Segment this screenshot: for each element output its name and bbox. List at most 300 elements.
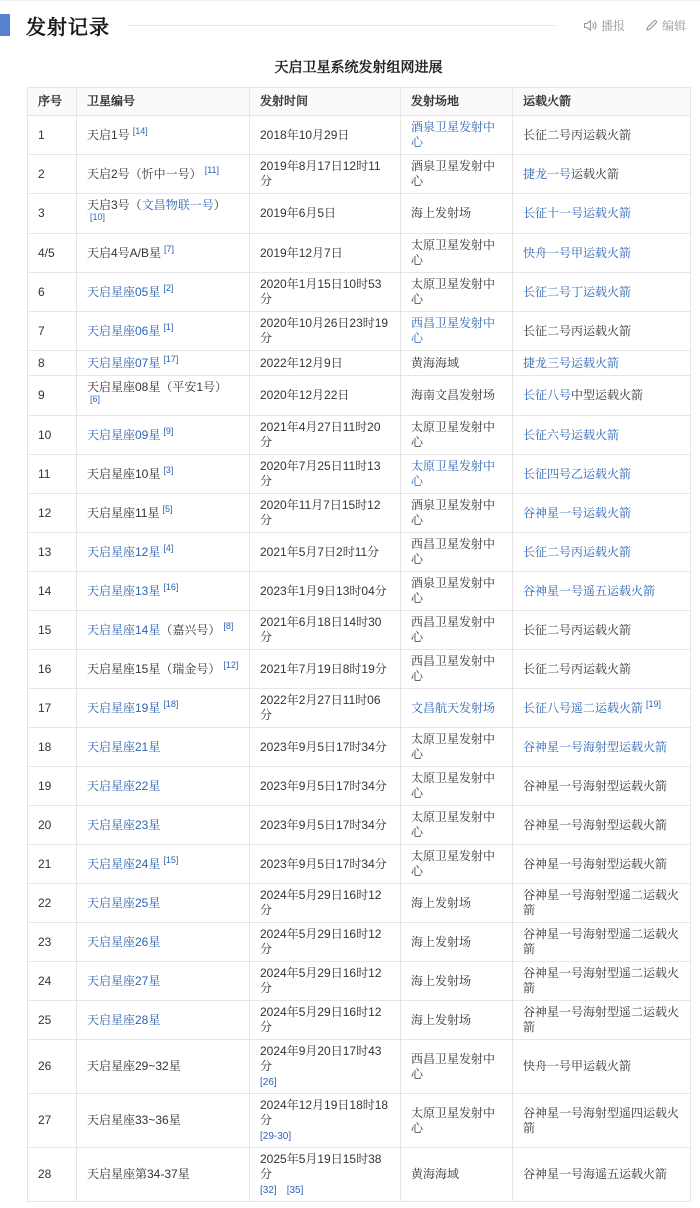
- time-ref-line: [260, 1077, 390, 1089]
- launch-time-text: 2018年10月29日: [260, 127, 350, 142]
- launch-time-text: 2023年1月9日13时04分: [260, 583, 387, 598]
- launch-site-cell: [401, 845, 513, 884]
- launch-time-cell: [250, 1040, 401, 1094]
- launch-time-text: 2023年9月5日17时34分: [260, 739, 387, 754]
- launch-time-text: 2021年4月27日11时20分: [260, 420, 381, 449]
- rocket-link[interactable]: 长征八号遥二运载火箭: [523, 701, 644, 715]
- row-number-cell: 25: [28, 1001, 77, 1040]
- edit-button[interactable]: [645, 17, 686, 34]
- launch-time-text: 2020年10月26日23时19分: [260, 316, 389, 345]
- time-ref-line: [260, 1185, 390, 1197]
- rocket-cell: [513, 351, 691, 376]
- launch-site-cell: [401, 194, 513, 234]
- column-header-satellite: 卫星编号: [77, 88, 250, 116]
- citation-ref-link[interactable]: [5]: [162, 504, 173, 514]
- citation-ref-link[interactable]: [10]: [90, 212, 106, 222]
- row-number-cell: 21: [28, 845, 77, 884]
- table-row: [28, 155, 691, 194]
- satellite-name-text: 天启4号A/B星: [87, 246, 162, 260]
- rocket-cell: [513, 1148, 691, 1202]
- row-number-cell: 12: [28, 494, 77, 533]
- launch-time-cell: [250, 806, 401, 845]
- satellite-link[interactable]: 文昌物联一号: [141, 198, 214, 212]
- citation-ref-link[interactable]: [2]: [163, 283, 174, 293]
- satellite-link[interactable]: 天启星座06星: [87, 324, 161, 338]
- satellite-name-cell: [77, 194, 250, 234]
- citation-ref-link[interactable]: [14]: [132, 126, 148, 136]
- rocket-text: 谷神星一号海射型遥二运载火箭: [523, 966, 680, 995]
- citation-ref-link[interactable]: [7]: [164, 244, 175, 254]
- speaker-icon: [583, 19, 597, 32]
- launch-time-cell: [250, 273, 401, 312]
- broadcast-label: 播报: [600, 18, 625, 33]
- rocket-cell: [513, 494, 691, 533]
- launch-site-text: 西昌卫星发射中心: [411, 615, 496, 644]
- table-caption: 天启卫星系统发射组网进展: [274, 59, 443, 75]
- satellite-link[interactable]: 天启星座21星: [87, 739, 161, 754]
- rocket-text: 长征二号丙运载火箭: [523, 323, 632, 338]
- satellite-name-cell: [77, 116, 250, 155]
- launch-time-text: 2024年5月29日16时12分: [260, 927, 382, 956]
- launch-time-cell: [250, 1094, 401, 1148]
- table-row: [28, 494, 691, 533]
- citation-ref-link[interactable]: [32]: [260, 1185, 277, 1196]
- citation-ref-link[interactable]: [4]: [163, 543, 174, 553]
- citation-ref-link[interactable]: [18]: [163, 699, 179, 709]
- launch-site-link[interactable]: 文昌航天发射场: [411, 700, 496, 715]
- row-number-cell: 16: [28, 650, 77, 689]
- table-row: [28, 611, 691, 650]
- satellite-link[interactable]: 天启星座26星: [87, 934, 161, 949]
- satellite-link[interactable]: 天启星座25星: [87, 895, 161, 910]
- row-number-cell: 7: [28, 312, 77, 351]
- citation-ref-link[interactable]: [19]: [646, 699, 662, 709]
- rocket-link[interactable]: 长征四号乙运载火箭: [523, 466, 632, 481]
- satellite-name-cell: [77, 962, 250, 1001]
- launch-site-text: 海上发射场: [411, 934, 472, 949]
- satellite-name-cell: [77, 351, 250, 376]
- rocket-cell: [513, 273, 691, 312]
- table-row: [28, 962, 691, 1001]
- launch-site-cell: [401, 155, 513, 194]
- heading-accent-bar: [0, 14, 10, 36]
- rocket-cell: [513, 572, 691, 611]
- launch-site-cell: [401, 416, 513, 455]
- rocket-text: 谷神星一号海射型遥二运载火箭: [523, 927, 680, 956]
- table-row: [28, 728, 691, 767]
- launch-time-cell: [250, 155, 401, 194]
- satellite-name-text: 天启星座第34-37星: [87, 1167, 190, 1181]
- launch-site-cell: [401, 1001, 513, 1040]
- launch-site-text: 酒泉卫星发射中心: [411, 159, 496, 188]
- row-number-cell: 20: [28, 806, 77, 845]
- section-title: 发射记录: [26, 16, 110, 39]
- broadcast-button[interactable]: [583, 17, 625, 34]
- launch-site-link[interactable]: 酒泉卫星发射中心: [411, 120, 496, 149]
- rocket-link[interactable]: 捷龙三号运载火箭: [523, 355, 620, 370]
- rocket-cell: [513, 376, 691, 416]
- row-number-cell: 24: [28, 962, 77, 1001]
- satellite-name-cell: [77, 312, 250, 351]
- table-row: [28, 312, 691, 351]
- launch-site-text: 黄海海域: [411, 1167, 460, 1181]
- table-row: [28, 351, 691, 376]
- rocket-cell: [513, 1094, 691, 1148]
- satellite-name-cell: [77, 1001, 250, 1040]
- satellite-name-text: 天启星座29~32星: [87, 1059, 181, 1073]
- satellite-name-cell: [77, 845, 250, 884]
- table-row: [28, 116, 691, 155]
- launch-time-cell: [250, 884, 401, 923]
- launch-time-text: 2023年9月5日17时34分: [260, 778, 387, 793]
- rocket-cell: [513, 234, 691, 273]
- rocket-cell: [513, 650, 691, 689]
- launch-site-cell: [401, 728, 513, 767]
- satellite-name-cell: [77, 923, 250, 962]
- rocket-text: 谷神星一号海射型遥四运载火箭: [523, 1105, 680, 1135]
- table-row: [28, 572, 691, 611]
- launch-table-body: [28, 116, 691, 1202]
- launch-site-cell: [401, 1148, 513, 1202]
- rocket-link[interactable]: 谷神星一号遥五运载火箭: [523, 583, 656, 598]
- launch-time-cell: [250, 533, 401, 572]
- citation-ref-link[interactable]: [3]: [163, 465, 174, 475]
- launch-time-cell: [250, 376, 401, 416]
- launch-site-text: 太原卫星发射中心: [411, 277, 496, 306]
- table-row: [28, 273, 691, 312]
- satellite-link[interactable]: 天启星座05星: [87, 285, 161, 299]
- row-number-cell: 1: [28, 116, 77, 155]
- launch-time-cell: [250, 494, 401, 533]
- satellite-name-cell: [77, 689, 250, 728]
- launch-site-cell: [401, 884, 513, 923]
- rocket-text: 中型运载火箭: [571, 388, 644, 402]
- row-number-cell: 27: [28, 1094, 77, 1148]
- row-number-cell: 11: [28, 455, 77, 494]
- launch-site-text: 太原卫星发射中心: [411, 238, 496, 267]
- table-row: [28, 533, 691, 572]
- row-number-cell: 26: [28, 1040, 77, 1094]
- table-row: [28, 376, 691, 416]
- launch-site-cell: [401, 767, 513, 806]
- table-row: [28, 806, 691, 845]
- launch-site-cell: [401, 312, 513, 351]
- launch-time-text: 2022年2月27日11时06分: [260, 693, 381, 722]
- launch-site-text: 西昌卫星发射中心: [411, 537, 496, 566]
- launch-time-text: 2019年8月17日12时11分: [260, 159, 381, 188]
- satellite-link[interactable]: 天启星座12星: [87, 545, 161, 559]
- satellite-name-text: ）: [213, 198, 226, 212]
- rocket-link[interactable]: 长征十一号运载火箭: [523, 206, 632, 220]
- row-number-cell: 19: [28, 767, 77, 806]
- table-row: [28, 845, 691, 884]
- citation-ref-link[interactable]: [9]: [163, 426, 174, 436]
- satellite-name-cell: [77, 884, 250, 923]
- launch-site-text: 太原卫星发射中心: [411, 420, 496, 449]
- row-number-cell: 6: [28, 273, 77, 312]
- satellite-name-cell: [77, 806, 250, 845]
- row-number-cell: 9: [28, 376, 77, 416]
- satellite-name-cell: [77, 611, 250, 650]
- rocket-text: 谷神星一号海射型运载火箭: [523, 778, 668, 793]
- section-header: [0, 9, 700, 41]
- satellite-name-text: 天启星座10星: [87, 467, 161, 481]
- satellite-link[interactable]: 天启星座14星: [87, 623, 161, 637]
- launch-time-cell: [250, 351, 401, 376]
- satellite-name-cell: [77, 1148, 250, 1202]
- table-row: [28, 234, 691, 273]
- rocket-cell: [513, 416, 691, 455]
- satellite-name-cell: [77, 650, 250, 689]
- launch-records-table: [27, 87, 691, 1202]
- satellite-name-text: 天启星座15星（瑞金号）: [87, 662, 221, 676]
- launch-site-text: 黄海海域: [411, 355, 460, 370]
- launch-time-cell: [250, 1001, 401, 1040]
- satellite-link[interactable]: 天启星座19星: [87, 701, 161, 715]
- launch-time-text: 2023年9月5日17时34分: [260, 817, 387, 832]
- rocket-text: 谷神星一号海射型运载火箭: [523, 856, 668, 871]
- rocket-cell: [513, 1040, 691, 1094]
- launch-time-cell: [250, 611, 401, 650]
- row-number-cell: 2: [28, 155, 77, 194]
- heading-divider: [128, 25, 555, 26]
- citation-ref-link[interactable]: [1]: [163, 322, 174, 332]
- rocket-text: 谷神星一号海射型运载火箭: [523, 817, 668, 832]
- launch-time-cell: [250, 116, 401, 155]
- rocket-cell: [513, 923, 691, 962]
- satellite-name-text: 天启3号（: [87, 198, 142, 212]
- launch-time-text: 2024年12月19日18时18分: [260, 1098, 389, 1127]
- launch-time-text: 2019年12月7日: [260, 245, 343, 260]
- satellite-name-cell: [77, 455, 250, 494]
- satellite-link[interactable]: 天启星座24星: [87, 857, 161, 871]
- launch-time-text: 2021年5月7日2时11分: [260, 544, 380, 559]
- satellite-name-text: 天启2号（忻中一号）: [87, 167, 202, 181]
- launch-time-text: 2021年7月19日8时19分: [260, 661, 387, 676]
- pencil-icon: [645, 19, 658, 32]
- rocket-cell: [513, 1001, 691, 1040]
- satellite-link[interactable]: 天启星座09星: [87, 428, 161, 442]
- rocket-cell: [513, 728, 691, 767]
- launch-time-text: 2020年11月7日15时12分: [260, 498, 381, 527]
- table-header-row: [28, 88, 691, 116]
- rocket-cell: [513, 806, 691, 845]
- citation-ref-link[interactable]: [29-30]: [260, 1131, 292, 1142]
- satellite-link[interactable]: 天启星座23星: [87, 817, 161, 832]
- time-ref-line: [260, 1131, 390, 1143]
- launch-site-cell: [401, 806, 513, 845]
- table-row: [28, 194, 691, 234]
- rocket-link[interactable]: 长征八号: [523, 388, 572, 402]
- launch-time-text: 2020年7月25日11时13分: [260, 459, 381, 488]
- launch-site-cell: [401, 611, 513, 650]
- row-number-cell: 10: [28, 416, 77, 455]
- row-number-cell: 14: [28, 572, 77, 611]
- satellite-name-text: （嘉兴号）: [160, 623, 221, 637]
- satellite-name-cell: [77, 1040, 250, 1094]
- satellite-link[interactable]: 天启星座28星: [87, 1012, 161, 1027]
- rocket-cell: [513, 194, 691, 234]
- table-row: [28, 1001, 691, 1040]
- citation-ref-link[interactable]: [15]: [163, 855, 179, 865]
- launch-time-cell: [250, 767, 401, 806]
- launch-site-text: 海南文昌发射场: [411, 388, 496, 402]
- row-number-cell: 4/5: [28, 234, 77, 273]
- rocket-text: 长征二号丙运载火箭: [523, 622, 632, 637]
- launch-site-cell: [401, 533, 513, 572]
- launch-time-text: 2023年9月5日17时34分: [260, 856, 387, 871]
- launch-site-cell: [401, 234, 513, 273]
- rocket-link[interactable]: 快舟一号甲运载火箭: [523, 245, 632, 260]
- satellite-name-cell: [77, 416, 250, 455]
- satellite-link[interactable]: 天启星座22星: [87, 778, 161, 793]
- rocket-link[interactable]: 捷龙一号: [523, 166, 572, 181]
- launch-time-text: 2019年6月5日: [260, 206, 337, 220]
- satellite-name-text: 天启1号: [87, 128, 130, 142]
- launch-time-text: 2024年9月20日17时43分: [260, 1044, 382, 1073]
- citation-ref-link[interactable]: [16]: [163, 582, 179, 592]
- satellite-name-text: 天启星座08星（平安1号）: [87, 380, 228, 394]
- citation-ref-link[interactable]: [12]: [223, 660, 239, 670]
- launch-time-cell: [250, 728, 401, 767]
- launch-site-cell: [401, 455, 513, 494]
- row-number-cell: 3: [28, 194, 77, 234]
- satellite-name-cell: [77, 728, 250, 767]
- citation-ref-link[interactable]: [35]: [286, 1185, 304, 1196]
- launch-site-cell: [401, 351, 513, 376]
- launch-time-cell: [250, 572, 401, 611]
- rocket-cell: [513, 884, 691, 923]
- satellite-link[interactable]: 天启星座07星: [87, 356, 161, 370]
- launch-site-text: 酒泉卫星发射中心: [411, 576, 496, 605]
- rocket-cell: [513, 533, 691, 572]
- table-row: [28, 1094, 691, 1148]
- launch-site-cell: [401, 962, 513, 1001]
- row-number-cell: 8: [28, 351, 77, 376]
- launch-site-link[interactable]: 太原卫星发射中心: [411, 459, 496, 488]
- launch-time-cell: [250, 650, 401, 689]
- rocket-cell: [513, 962, 691, 1001]
- satellite-name-cell: [77, 273, 250, 312]
- rocket-text: 长征二号丙运载火箭: [523, 661, 632, 676]
- column-header-time: 发射时间: [250, 88, 401, 116]
- satellite-link[interactable]: 天启星座13星: [87, 584, 161, 598]
- satellite-name-cell: [77, 767, 250, 806]
- rocket-cell: [513, 455, 691, 494]
- launch-time-cell: [250, 455, 401, 494]
- launch-site-text: 太原卫星发射中心: [411, 1105, 496, 1135]
- rocket-link[interactable]: 谷神星一号海射型运载火箭: [523, 739, 668, 754]
- satellite-name-cell: [77, 234, 250, 273]
- launch-time-cell: [250, 234, 401, 273]
- launch-site-text: 海上发射场: [411, 973, 472, 988]
- satellite-name-cell: [77, 1094, 250, 1148]
- rocket-text: 谷神星一号海遥五运载火箭: [523, 1167, 668, 1181]
- launch-time-cell: [250, 312, 401, 351]
- launch-site-text: 海上发射场: [411, 206, 472, 220]
- rocket-link[interactable]: 长征六号运载火箭: [523, 427, 620, 442]
- row-number-cell: 13: [28, 533, 77, 572]
- edit-label: 编辑: [661, 18, 686, 33]
- launch-time-cell: [250, 194, 401, 234]
- launch-time-text: 2020年12月22日: [260, 388, 350, 402]
- launch-site-cell: [401, 116, 513, 155]
- launch-site-cell: [401, 1094, 513, 1148]
- satellite-name-cell: [77, 572, 250, 611]
- satellite-name-text: 天启星座11星: [87, 506, 160, 520]
- rocket-cell: [513, 312, 691, 351]
- table-row: [28, 884, 691, 923]
- table-row: [28, 1148, 691, 1202]
- table-row: [28, 767, 691, 806]
- rocket-link[interactable]: 谷神星一号运载火箭: [523, 505, 632, 520]
- launch-time-cell: [250, 845, 401, 884]
- rocket-text: 运载火箭: [571, 166, 620, 181]
- rocket-text: 谷神星一号海射型遥二运载火箭: [523, 1005, 680, 1034]
- launch-time-text: 2024年5月29日16时12分: [260, 888, 382, 917]
- rocket-cell: [513, 116, 691, 155]
- rocket-cell: [513, 155, 691, 194]
- launch-time-text: 2022年12月9日: [260, 355, 343, 370]
- citation-ref-link[interactable]: [11]: [204, 165, 220, 175]
- rocket-link[interactable]: 长征二号丙运载火箭: [523, 544, 632, 559]
- citation-ref-link[interactable]: [17]: [163, 354, 179, 364]
- column-header-rocket: 运载火箭: [513, 88, 691, 116]
- launch-time-cell: [250, 962, 401, 1001]
- satellite-name-cell: [77, 533, 250, 572]
- table-row: [28, 1040, 691, 1094]
- rocket-cell: [513, 689, 691, 728]
- column-header-index: 序号: [28, 88, 77, 116]
- launch-time-cell: [250, 923, 401, 962]
- table-row: [28, 923, 691, 962]
- table-row: [28, 416, 691, 455]
- citation-ref-link[interactable]: [26]: [260, 1077, 277, 1088]
- launch-site-text: 西昌卫星发射中心: [411, 654, 496, 683]
- rocket-cell: [513, 845, 691, 884]
- satellite-name-cell: [77, 155, 250, 194]
- launch-time-text: 2025年5月19日15时38分: [260, 1152, 382, 1181]
- launch-site-text: 太原卫星发射中心: [411, 810, 496, 839]
- citation-ref-link[interactable]: [6]: [90, 394, 101, 404]
- launch-time-text: 2020年1月15日10时53分: [260, 277, 382, 306]
- launch-site-cell: [401, 1040, 513, 1094]
- launch-site-link[interactable]: 西昌卫星发射中心: [411, 316, 496, 345]
- row-number-cell: 18: [28, 728, 77, 767]
- launch-time-cell: [250, 1148, 401, 1202]
- launch-site-text: 海上发射场: [411, 895, 472, 910]
- launch-site-text: 太原卫星发射中心: [411, 732, 496, 761]
- launch-site-cell: [401, 689, 513, 728]
- launch-site-text: 酒泉卫星发射中心: [411, 498, 496, 527]
- satellite-name-cell: [77, 494, 250, 533]
- launch-site-cell: [401, 494, 513, 533]
- launch-site-text: 西昌卫星发射中心: [411, 1051, 496, 1081]
- launch-site-text: 海上发射场: [411, 1012, 472, 1027]
- rocket-link[interactable]: 长征二号丁运载火箭: [523, 284, 632, 299]
- column-header-site: 发射场地: [401, 88, 513, 116]
- satellite-link[interactable]: 天启星座27星: [87, 973, 161, 988]
- launch-time-text: 2024年5月29日16时12分: [260, 1005, 382, 1034]
- launch-site-cell: [401, 376, 513, 416]
- table-row: [28, 650, 691, 689]
- launch-site-text: 太原卫星发射中心: [411, 771, 496, 800]
- launch-time-text: 2021年6月18日14时30分: [260, 615, 382, 644]
- citation-ref-link[interactable]: [8]: [223, 621, 234, 631]
- launch-time-cell: [250, 689, 401, 728]
- rocket-text: 快舟一号甲运载火箭: [523, 1059, 632, 1073]
- launch-time-cell: [250, 416, 401, 455]
